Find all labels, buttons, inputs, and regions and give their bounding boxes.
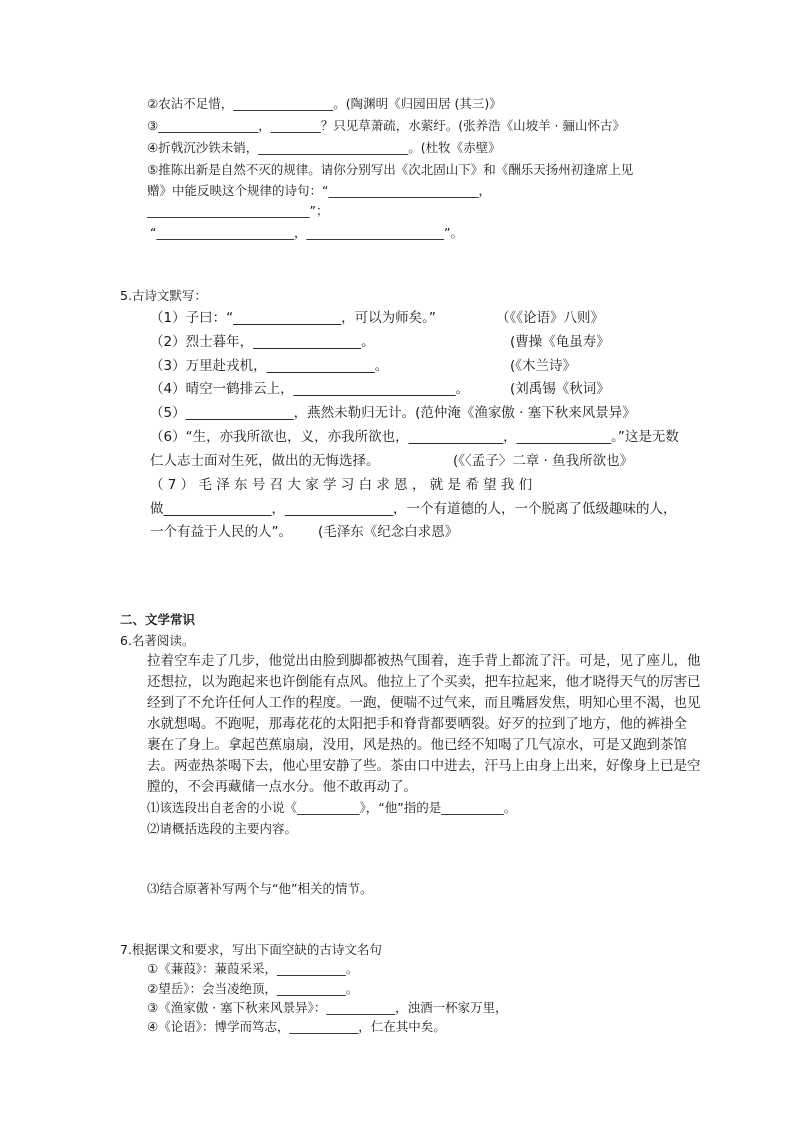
section-2-heading: 二、文学常识 [120, 612, 196, 627]
poem-blank-5-line3: __________________________”； [147, 203, 329, 218]
q5-item-2: （2）烈士暮年，________________。 [150, 334, 375, 350]
q5-item-4-source: (刘禹锡《秋词》 [510, 381, 610, 397]
q6-title: 6.名著阅读。 [120, 633, 195, 648]
q5-item-6-line1: （6）“生，亦我所欲也，义，亦我所欲也，______________，______________。”这是无数 [150, 429, 679, 445]
poem-blank-5-line2: 赠》中能反映这个规律的诗句：“________________________， [147, 183, 491, 198]
q5-item-7-line1: （ 7 ） 毛 泽 东 号 召 大 家 学 习 白 求 恩 ， 就 是 希 望 我 们 [150, 477, 533, 493]
q7-item-1: ①《蒹葭》：蒹葭采采，___________。 [147, 961, 359, 976]
q5-item-6-line2: 仁人志士面对生死，做出的无悔选择。 [150, 453, 380, 469]
poem-blank-5-intro: ⑤推陈出新是自然不灭的规律。请你分别写出《次北固山下》和《酬乐天扬州初逢席上见 [147, 162, 634, 177]
q6-passage-line: 水就想喝。不跑呢，那毒花花的太阳把手和脊背都要晒裂。好歹的拉到了地方，他的裤褂全 [147, 716, 687, 732]
q5-item-3: （3）万里赴戎机，________________。 [150, 358, 389, 374]
q6-passage-line: 还想拉，以为跑起来也许倒能有点风。他拉上了个买卖，把车拉起来，他才晓得天气的厉害已 [147, 674, 701, 690]
q5-item-7-source: (毛泽东《纪念白求恩》 [318, 524, 459, 540]
q5-item-1: （1）子曰：“________________，可以为师矣。” [150, 310, 436, 326]
q7-title: 7.根据课文和要求，写出下面空缺的古诗文名句 [120, 942, 382, 957]
q5-item-1-source: （《《论语》八则》 [496, 310, 604, 326]
poem-blank-2: ②农沾不足惜，________________。(陶渊明《归园田居 (其三)》 [147, 96, 502, 111]
q5-item-6-source: (《〈孟子〉二章 · 鱼我所欲也》 [453, 453, 634, 469]
q5-item-3-source: (《木兰诗》 [510, 358, 577, 374]
q5-item-5: （5）________________，燕然未勒归无计。(范仲淹《渔家傲 · 塞下秋来风景异》 [150, 405, 636, 421]
q5-title: 5.古诗文默写： [120, 288, 207, 303]
q6-passage-line: 去。两壶热茶喝下去，他心里安静了些。茶由口中进去，汗马上由身上出来，好像身上已是空 [147, 758, 701, 774]
q6-sub-2: ⑵请概括选段的主要内容。 [147, 821, 298, 836]
poem-blank-4: ④折戟沉沙铁未销，________________________。(杜牧《赤壁》 [147, 140, 501, 155]
poem-blank-5-line4: “______________________，______________________”。 [150, 225, 463, 240]
q6-passage-line: 拉着空车走了几步，他觉出由脸到脚都被热气围着，连手背上都流了汗。可是，见了座儿，他 [147, 653, 701, 669]
q7-item-3: ③《渔家傲 · 塞下秋来风景异》：___________，浊酒一杯家万里， [147, 1000, 508, 1015]
q5-item-4: （4）晴空一鹤排云上，________________________。 [150, 381, 470, 397]
q5-item-7-line2: 做________________，________________，一个有道德的人，一个脱离了低级趣味的人， [150, 501, 677, 517]
q6-sub-3: ⑶结合原著补写两个与“他”相关的情节。 [147, 881, 373, 896]
q6-passage-line: 裹在了身上。拿起芭蕉扇扇，没用，风是热的。他已经不知喝了几气凉水，可是又跑到茶馆 [147, 737, 687, 753]
q7-item-2: ②望岳》：会当凌绝顶，___________。 [147, 981, 359, 996]
q7-item-4: ④《论语》：博学而笃志，___________，仁在其中矣。 [147, 1019, 446, 1034]
q6-passage-line: 膛的，不会再藏储一点水分。他不敢再动了。 [147, 779, 417, 795]
q5-item-7-line3: 一个有益于人民的人”。 [150, 524, 292, 540]
q5-item-2-source: (曹操《龟虽寿》 [510, 334, 610, 350]
poem-blank-3: ③________________，________？只见草萧疏，水萦纡。(张养浩《山坡羊 · 骊山怀古》 [147, 118, 626, 133]
q6-passage-line: 经到了不允许任何人工作的程度。一跑，便喘不过气来，而且嘴唇发焦，明知心里不渴，也见 [147, 695, 701, 711]
q6-sub-1: ⑴该选段出自老舍的小说《__________》，“他”指的是__________。 [147, 800, 517, 815]
